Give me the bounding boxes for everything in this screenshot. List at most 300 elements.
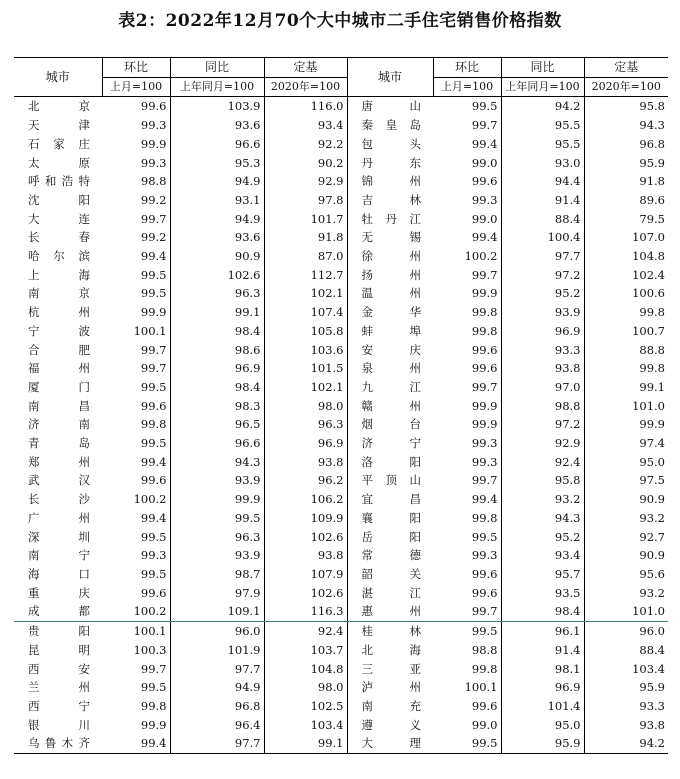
mom-value-right: 99.7 bbox=[433, 471, 501, 490]
mom-value-left: 98.8 bbox=[102, 172, 170, 191]
fixed-header-right: 定基 bbox=[584, 58, 668, 78]
city-name-left: 青岛 bbox=[28, 436, 90, 451]
mom-value-right: 99.5 bbox=[433, 734, 501, 753]
fixed-value-right: 107.0 bbox=[632, 230, 665, 245]
city-name-left: 海口 bbox=[28, 566, 90, 581]
yoy-value-left: 96.4 bbox=[170, 716, 264, 735]
mom-value-right: 99.9 bbox=[433, 397, 501, 416]
fixed-value-right: 93.3 bbox=[639, 698, 665, 713]
fixed-value-right: 91.8 bbox=[639, 174, 665, 189]
fixed-value-right: 97.5 bbox=[639, 473, 665, 488]
table-row bbox=[14, 546, 668, 565]
mom-value-left: 99.5 bbox=[102, 528, 170, 547]
yoy-value-right: 93.2 bbox=[501, 490, 584, 509]
yoy-value-left: 96.6 bbox=[170, 135, 264, 154]
city-name-left: 宁波 bbox=[28, 323, 90, 338]
city-name-left: 长春 bbox=[28, 230, 90, 245]
city-name-left: 郑州 bbox=[28, 454, 90, 469]
city-name-right: 九江 bbox=[347, 378, 433, 397]
mom-value-right: 99.4 bbox=[433, 135, 501, 154]
mom-value-left: 99.7 bbox=[102, 359, 170, 378]
fixed-header-left: 定基 bbox=[264, 58, 347, 78]
city-name-right: 惠州 bbox=[347, 602, 433, 621]
mom-value-right: 99.3 bbox=[433, 434, 501, 453]
city-header-left: 城市 bbox=[14, 58, 102, 97]
mom-value-left: 99.6 bbox=[102, 97, 170, 116]
city-name-right: 秦皇岛 bbox=[347, 116, 433, 135]
fixed-value-left: 90.2 bbox=[264, 154, 347, 173]
yoy-value-right: 95.7 bbox=[501, 565, 584, 584]
fixed-value-left: 96.2 bbox=[264, 471, 347, 490]
mom-value-left: 100.1 bbox=[102, 322, 170, 341]
page-title: 表2：2022年12月70个大中城市二手住宅销售价格指数 bbox=[118, 11, 562, 31]
fixed-value-right: 88.8 bbox=[639, 342, 665, 357]
fixed-value-right: 94.3 bbox=[639, 118, 665, 133]
mom-value-left: 99.5 bbox=[102, 378, 170, 397]
city-name-right: 唐山 bbox=[347, 97, 433, 116]
yoy-value-right: 93.9 bbox=[501, 303, 584, 322]
yoy-value-left: 102.6 bbox=[170, 266, 264, 285]
mom-value-right: 99.6 bbox=[433, 697, 501, 716]
yoy-value-left: 99.9 bbox=[170, 490, 264, 509]
mom-value-left: 99.6 bbox=[102, 584, 170, 603]
yoy-value-right: 97.7 bbox=[501, 247, 584, 266]
table-row bbox=[14, 734, 668, 753]
city-name-left: 南京 bbox=[28, 286, 90, 301]
city-name-left: 福州 bbox=[28, 361, 90, 376]
fixed-value-left: 96.9 bbox=[264, 434, 347, 453]
header-row-1 bbox=[14, 58, 668, 78]
city-name-left: 大连 bbox=[28, 211, 90, 226]
fixed-value-right: 101.0 bbox=[584, 602, 668, 621]
yoy-value-right: 95.0 bbox=[501, 716, 584, 735]
yoy-value-right: 96.9 bbox=[501, 322, 584, 341]
mom-value-left: 99.5 bbox=[102, 434, 170, 453]
city-name-left: 重庆 bbox=[28, 585, 90, 600]
yoy-value-left: 94.9 bbox=[170, 172, 264, 191]
city-name-right: 泉州 bbox=[347, 359, 433, 378]
city-name-right: 平顶山 bbox=[347, 471, 433, 490]
yoy-value-left: 99.1 bbox=[170, 303, 264, 322]
table-row bbox=[14, 284, 668, 303]
city-name-left: 北京 bbox=[28, 99, 90, 114]
fixed-value-left: 99.1 bbox=[264, 734, 347, 753]
city-name-left: 西安 bbox=[28, 661, 90, 676]
city-name-left: 南昌 bbox=[28, 398, 90, 413]
mom-value-left: 99.8 bbox=[102, 697, 170, 716]
mom-value-left: 99.4 bbox=[102, 247, 170, 266]
mom-value-left: 99.9 bbox=[102, 303, 170, 322]
table-row bbox=[14, 210, 668, 229]
yoy-value-right: 93.0 bbox=[501, 154, 584, 173]
mom-header-right: 环比 bbox=[433, 58, 501, 78]
fixed-value-right: 99.1 bbox=[639, 379, 665, 394]
yoy-value-right: 95.8 bbox=[501, 471, 584, 490]
city-name-left: 杭州 bbox=[28, 305, 90, 320]
table-row bbox=[14, 622, 668, 641]
yoy-value-left: 96.8 bbox=[170, 697, 264, 716]
fixed-value-left: 107.4 bbox=[264, 303, 347, 322]
fixed-value-left: 102.6 bbox=[264, 528, 347, 547]
city-name-right: 济宁 bbox=[347, 434, 433, 453]
table-row bbox=[14, 415, 668, 434]
mom-value-right: 99.9 bbox=[433, 284, 501, 303]
mom-base-right: 上月=100 bbox=[433, 77, 501, 97]
mom-value-left: 99.4 bbox=[102, 509, 170, 528]
fixed-value-right: 99.8 bbox=[639, 361, 665, 376]
city-name-right: 遵义 bbox=[347, 716, 433, 735]
city-name-right: 襄阳 bbox=[347, 509, 433, 528]
mom-value-right: 99.7 bbox=[433, 378, 501, 397]
table-body bbox=[14, 97, 668, 754]
yoy-value-right: 97.0 bbox=[501, 378, 584, 397]
city-name-right: 三亚 bbox=[347, 660, 433, 679]
city-name-right: 北海 bbox=[347, 641, 433, 660]
table-row bbox=[14, 322, 668, 341]
table-row bbox=[14, 584, 668, 603]
fixed-value-left: 93.4 bbox=[264, 116, 347, 135]
mom-value-right: 98.8 bbox=[433, 641, 501, 660]
mom-value-left: 99.3 bbox=[102, 546, 170, 565]
fixed-value-right: 97.4 bbox=[639, 436, 665, 451]
city-name-right: 烟台 bbox=[347, 415, 433, 434]
fixed-value-left: 102.1 bbox=[264, 284, 347, 303]
mom-value-left: 99.7 bbox=[102, 660, 170, 679]
mom-value-right: 99.0 bbox=[433, 716, 501, 735]
mom-value-right: 99.7 bbox=[433, 266, 501, 285]
fixed-value-right: 95.6 bbox=[639, 566, 665, 581]
fixed-value-right: 100.7 bbox=[632, 323, 665, 338]
city-name-right: 丹东 bbox=[347, 154, 433, 173]
city-name-left: 哈尔滨 bbox=[28, 249, 90, 264]
fixed-value-left: 116.3 bbox=[264, 602, 347, 621]
table-row bbox=[14, 565, 668, 584]
fixed-value-left: 105.8 bbox=[264, 322, 347, 341]
mom-value-left: 99.2 bbox=[102, 228, 170, 247]
fixed-value-left: 103.4 bbox=[264, 716, 347, 735]
fixed-value-right: 93.2 bbox=[639, 510, 665, 525]
yoy-value-left: 93.9 bbox=[170, 546, 264, 565]
yoy-value-left: 98.4 bbox=[170, 378, 264, 397]
yoy-value-right: 92.4 bbox=[501, 453, 584, 472]
yoy-value-right: 94.3 bbox=[501, 509, 584, 528]
fixed-value-left: 109.9 bbox=[264, 509, 347, 528]
yoy-value-right: 100.4 bbox=[501, 228, 584, 247]
yoy-value-left: 93.9 bbox=[170, 471, 264, 490]
yoy-value-left: 93.6 bbox=[170, 228, 264, 247]
city-name-right: 桂林 bbox=[347, 622, 433, 641]
city-name-right: 韶关 bbox=[347, 565, 433, 584]
fixed-value-left: 91.8 bbox=[264, 228, 347, 247]
yoy-value-right: 93.4 bbox=[501, 546, 584, 565]
mom-value-left: 100.3 bbox=[102, 641, 170, 660]
mom-value-right: 99.7 bbox=[433, 116, 501, 135]
city-name-left: 成都 bbox=[14, 602, 102, 621]
city-name-right: 蚌埠 bbox=[347, 322, 433, 341]
table-row bbox=[14, 602, 668, 621]
city-name-left: 兰州 bbox=[28, 680, 90, 695]
city-name-left: 武汉 bbox=[28, 473, 90, 488]
yoy-value-left: 97.7 bbox=[170, 660, 264, 679]
mom-value-left: 99.2 bbox=[102, 191, 170, 210]
mom-value-right: 99.6 bbox=[433, 341, 501, 360]
city-name-right: 洛阳 bbox=[347, 453, 433, 472]
city-name-right: 岳阳 bbox=[347, 528, 433, 547]
fixed-value-left: 116.0 bbox=[264, 97, 347, 116]
header-row-2 bbox=[14, 77, 668, 97]
yoy-value-right: 93.8 bbox=[501, 359, 584, 378]
mom-value-left: 99.7 bbox=[102, 341, 170, 360]
mom-value-right: 99.8 bbox=[433, 322, 501, 341]
mom-value-left: 99.9 bbox=[102, 716, 170, 735]
yoy-base-right: 上年同月=100 bbox=[501, 77, 584, 97]
yoy-value-left: 94.9 bbox=[170, 678, 264, 697]
fixed-value-right: 96.8 bbox=[639, 136, 665, 151]
table-row bbox=[14, 641, 668, 660]
mom-value-left: 100.2 bbox=[102, 490, 170, 509]
mom-value-left: 100.1 bbox=[102, 622, 170, 641]
city-name-left: 济南 bbox=[28, 417, 90, 432]
yoy-value-right: 96.9 bbox=[501, 678, 584, 697]
mom-value-left: 99.4 bbox=[102, 453, 170, 472]
city-name-left: 呼和浩特 bbox=[28, 174, 90, 189]
yoy-value-right: 92.9 bbox=[501, 434, 584, 453]
mom-value-left: 99.9 bbox=[102, 135, 170, 154]
mom-value-right: 99.6 bbox=[433, 172, 501, 191]
city-name-right: 南充 bbox=[347, 697, 433, 716]
city-name-left: 合肥 bbox=[28, 342, 90, 357]
fixed-value-right: 99.8 bbox=[639, 305, 665, 320]
yoy-value-left: 95.3 bbox=[170, 154, 264, 173]
table-row bbox=[14, 359, 668, 378]
city-name-right: 温州 bbox=[347, 284, 433, 303]
city-name-right: 牡丹江 bbox=[347, 210, 433, 229]
yoy-value-right: 98.1 bbox=[501, 660, 584, 679]
fixed-value-right: 79.5 bbox=[639, 211, 665, 226]
city-name-right: 包头 bbox=[347, 135, 433, 154]
table-row bbox=[14, 135, 668, 154]
table-row bbox=[14, 697, 668, 716]
yoy-value-left: 96.3 bbox=[170, 284, 264, 303]
fixed-value-right: 96.0 bbox=[639, 624, 665, 639]
fixed-value-right: 90.9 bbox=[639, 548, 665, 563]
table-row bbox=[14, 509, 668, 528]
city-name-left: 天津 bbox=[28, 118, 90, 133]
fixed-value-left: 98.0 bbox=[264, 678, 347, 697]
city-name-right: 安庆 bbox=[347, 341, 433, 360]
mom-value-right: 99.6 bbox=[433, 565, 501, 584]
fixed-value-right: 101.0 bbox=[632, 398, 665, 413]
mom-value-right: 99.5 bbox=[433, 622, 501, 641]
table-row bbox=[14, 228, 668, 247]
table-row bbox=[14, 303, 668, 322]
yoy-value-left: 99.5 bbox=[170, 509, 264, 528]
city-name-right: 吉林 bbox=[347, 191, 433, 210]
yoy-value-right: 98.4 bbox=[501, 602, 584, 621]
table-row bbox=[14, 191, 668, 210]
fixed-value-left: 87.0 bbox=[264, 247, 347, 266]
fixed-value-right: 93.8 bbox=[639, 717, 665, 732]
yoy-header-right: 同比 bbox=[501, 58, 584, 78]
city-name-right: 泸州 bbox=[347, 678, 433, 697]
city-name-left: 西宁 bbox=[28, 698, 90, 713]
fixed-value-left: 93.8 bbox=[264, 453, 347, 472]
yoy-value-right: 97.2 bbox=[501, 266, 584, 285]
yoy-value-left: 94.9 bbox=[170, 210, 264, 229]
fixed-value-left: 102.5 bbox=[264, 697, 347, 716]
city-name-left: 银川 bbox=[28, 717, 90, 732]
fixed-value-right: 95.0 bbox=[639, 454, 665, 469]
city-name-left: 上海 bbox=[28, 267, 90, 282]
fixed-value-right: 95.9 bbox=[639, 680, 665, 695]
city-name-left: 深圳 bbox=[28, 529, 90, 544]
fixed-value-right: 100.6 bbox=[632, 286, 665, 301]
city-name-left: 沈阳 bbox=[28, 192, 90, 207]
yoy-value-right: 91.4 bbox=[501, 641, 584, 660]
fixed-value-left: 101.5 bbox=[264, 359, 347, 378]
fixed-value-left: 103.7 bbox=[264, 641, 347, 660]
mom-value-right: 99.0 bbox=[433, 210, 501, 229]
fixed-value-left: 101.7 bbox=[264, 210, 347, 229]
mom-value-right: 99.3 bbox=[433, 191, 501, 210]
mom-value-left: 99.6 bbox=[102, 397, 170, 416]
city-name-left: 太原 bbox=[28, 155, 90, 170]
price-index-table bbox=[14, 57, 668, 754]
fixed-value-right: 92.7 bbox=[639, 529, 665, 544]
mom-value-left: 99.5 bbox=[102, 565, 170, 584]
city-name-left: 长沙 bbox=[28, 492, 90, 507]
yoy-value-left: 93.1 bbox=[170, 191, 264, 210]
table-row bbox=[14, 678, 668, 697]
yoy-value-left: 97.7 bbox=[170, 734, 264, 753]
yoy-value-right: 93.5 bbox=[501, 584, 584, 603]
mom-value-left: 99.5 bbox=[102, 678, 170, 697]
mom-value-right: 99.5 bbox=[433, 97, 501, 116]
fixed-value-left: 107.9 bbox=[264, 565, 347, 584]
mom-value-right: 99.8 bbox=[433, 660, 501, 679]
city-name-right: 锦州 bbox=[347, 172, 433, 191]
yoy-value-right: 95.5 bbox=[501, 135, 584, 154]
fixed-base-right: 2020年=100 bbox=[584, 77, 668, 97]
mom-value-right: 99.9 bbox=[433, 415, 501, 434]
yoy-value-right: 93.3 bbox=[501, 341, 584, 360]
yoy-value-right: 95.2 bbox=[501, 284, 584, 303]
fixed-value-right: 104.8 bbox=[632, 249, 665, 264]
table-row bbox=[14, 172, 668, 191]
fixed-value-right: 95.9 bbox=[639, 155, 665, 170]
fixed-value-left: 112.7 bbox=[264, 266, 347, 285]
table-row bbox=[14, 397, 668, 416]
mom-value-right: 99.4 bbox=[433, 228, 501, 247]
city-name-right: 宜昌 bbox=[347, 490, 433, 509]
mom-value-left: 99.5 bbox=[102, 284, 170, 303]
city-name-right: 徐州 bbox=[347, 247, 433, 266]
mom-value-right: 99.4 bbox=[433, 490, 501, 509]
fixed-base-left: 2020年=100 bbox=[264, 77, 347, 97]
yoy-value-left: 101.9 bbox=[170, 641, 264, 660]
city-name-left: 乌鲁木齐 bbox=[14, 734, 102, 753]
table-row bbox=[14, 528, 668, 547]
city-header-right: 城市 bbox=[347, 58, 433, 97]
yoy-value-right: 88.4 bbox=[501, 210, 584, 229]
mom-value-right: 100.1 bbox=[433, 678, 501, 697]
yoy-value-left: 98.3 bbox=[170, 397, 264, 416]
fixed-value-right: 90.9 bbox=[639, 492, 665, 507]
table-row bbox=[14, 434, 668, 453]
city-name-right: 湛江 bbox=[347, 584, 433, 603]
yoy-value-right: 95.5 bbox=[501, 116, 584, 135]
city-name-left: 石家庄 bbox=[28, 136, 90, 151]
fixed-value-left: 106.2 bbox=[264, 490, 347, 509]
yoy-value-right: 94.2 bbox=[501, 97, 584, 116]
fixed-value-left: 92.9 bbox=[264, 172, 347, 191]
yoy-value-left: 90.9 bbox=[170, 247, 264, 266]
mom-value-left: 99.5 bbox=[102, 266, 170, 285]
yoy-value-right: 101.4 bbox=[501, 697, 584, 716]
city-name-left: 贵阳 bbox=[28, 624, 90, 639]
table-row bbox=[14, 97, 668, 116]
mom-value-right: 100.2 bbox=[433, 247, 501, 266]
mom-value-right: 99.5 bbox=[433, 528, 501, 547]
yoy-value-left: 96.0 bbox=[170, 622, 264, 641]
mom-value-right: 99.6 bbox=[433, 359, 501, 378]
fixed-value-right: 103.4 bbox=[632, 661, 665, 676]
mom-value-left: 99.8 bbox=[102, 415, 170, 434]
mom-value-right: 99.8 bbox=[433, 509, 501, 528]
yoy-value-left: 93.6 bbox=[170, 116, 264, 135]
mom-value-left: 99.3 bbox=[102, 154, 170, 173]
yoy-value-left: 103.9 bbox=[170, 97, 264, 116]
city-name-left: 广州 bbox=[28, 510, 90, 525]
yoy-value-left: 96.3 bbox=[170, 528, 264, 547]
fixed-value-left: 104.8 bbox=[264, 660, 347, 679]
yoy-value-left: 98.6 bbox=[170, 341, 264, 360]
fixed-value-right: 102.4 bbox=[632, 267, 665, 282]
yoy-value-right: 95.2 bbox=[501, 528, 584, 547]
table-row bbox=[14, 154, 668, 173]
mom-value-left: 99.6 bbox=[102, 471, 170, 490]
fixed-value-left: 97.8 bbox=[264, 191, 347, 210]
mom-value-left: 99.3 bbox=[102, 116, 170, 135]
table-row bbox=[14, 471, 668, 490]
fixed-value-left: 103.6 bbox=[264, 341, 347, 360]
fixed-value-right: 93.2 bbox=[639, 585, 665, 600]
table-row bbox=[14, 116, 668, 135]
mom-base-left: 上月=100 bbox=[102, 77, 170, 97]
mom-value-left: 100.2 bbox=[102, 602, 170, 621]
fixed-value-right: 88.4 bbox=[639, 642, 665, 657]
fixed-value-left: 92.4 bbox=[264, 622, 347, 641]
mom-value-left: 99.4 bbox=[102, 734, 170, 753]
table-row bbox=[14, 266, 668, 285]
fixed-value-right: 89.6 bbox=[639, 192, 665, 207]
yoy-value-left: 96.5 bbox=[170, 415, 264, 434]
yoy-base-left: 上年同月=100 bbox=[170, 77, 264, 97]
fixed-value-left: 92.2 bbox=[264, 135, 347, 154]
city-name-right: 无锡 bbox=[347, 228, 433, 247]
mom-value-right: 99.6 bbox=[433, 584, 501, 603]
city-name-left: 南宁 bbox=[28, 548, 90, 563]
table-row bbox=[14, 490, 668, 509]
mom-value-right: 99.3 bbox=[433, 546, 501, 565]
yoy-value-right: 96.1 bbox=[501, 622, 584, 641]
city-name-right: 金华 bbox=[347, 303, 433, 322]
yoy-value-right: 97.2 bbox=[501, 415, 584, 434]
fixed-value-right: 94.2 bbox=[584, 734, 668, 753]
table-row bbox=[14, 247, 668, 266]
fixed-value-left: 96.3 bbox=[264, 415, 347, 434]
fixed-value-left: 102.1 bbox=[264, 378, 347, 397]
